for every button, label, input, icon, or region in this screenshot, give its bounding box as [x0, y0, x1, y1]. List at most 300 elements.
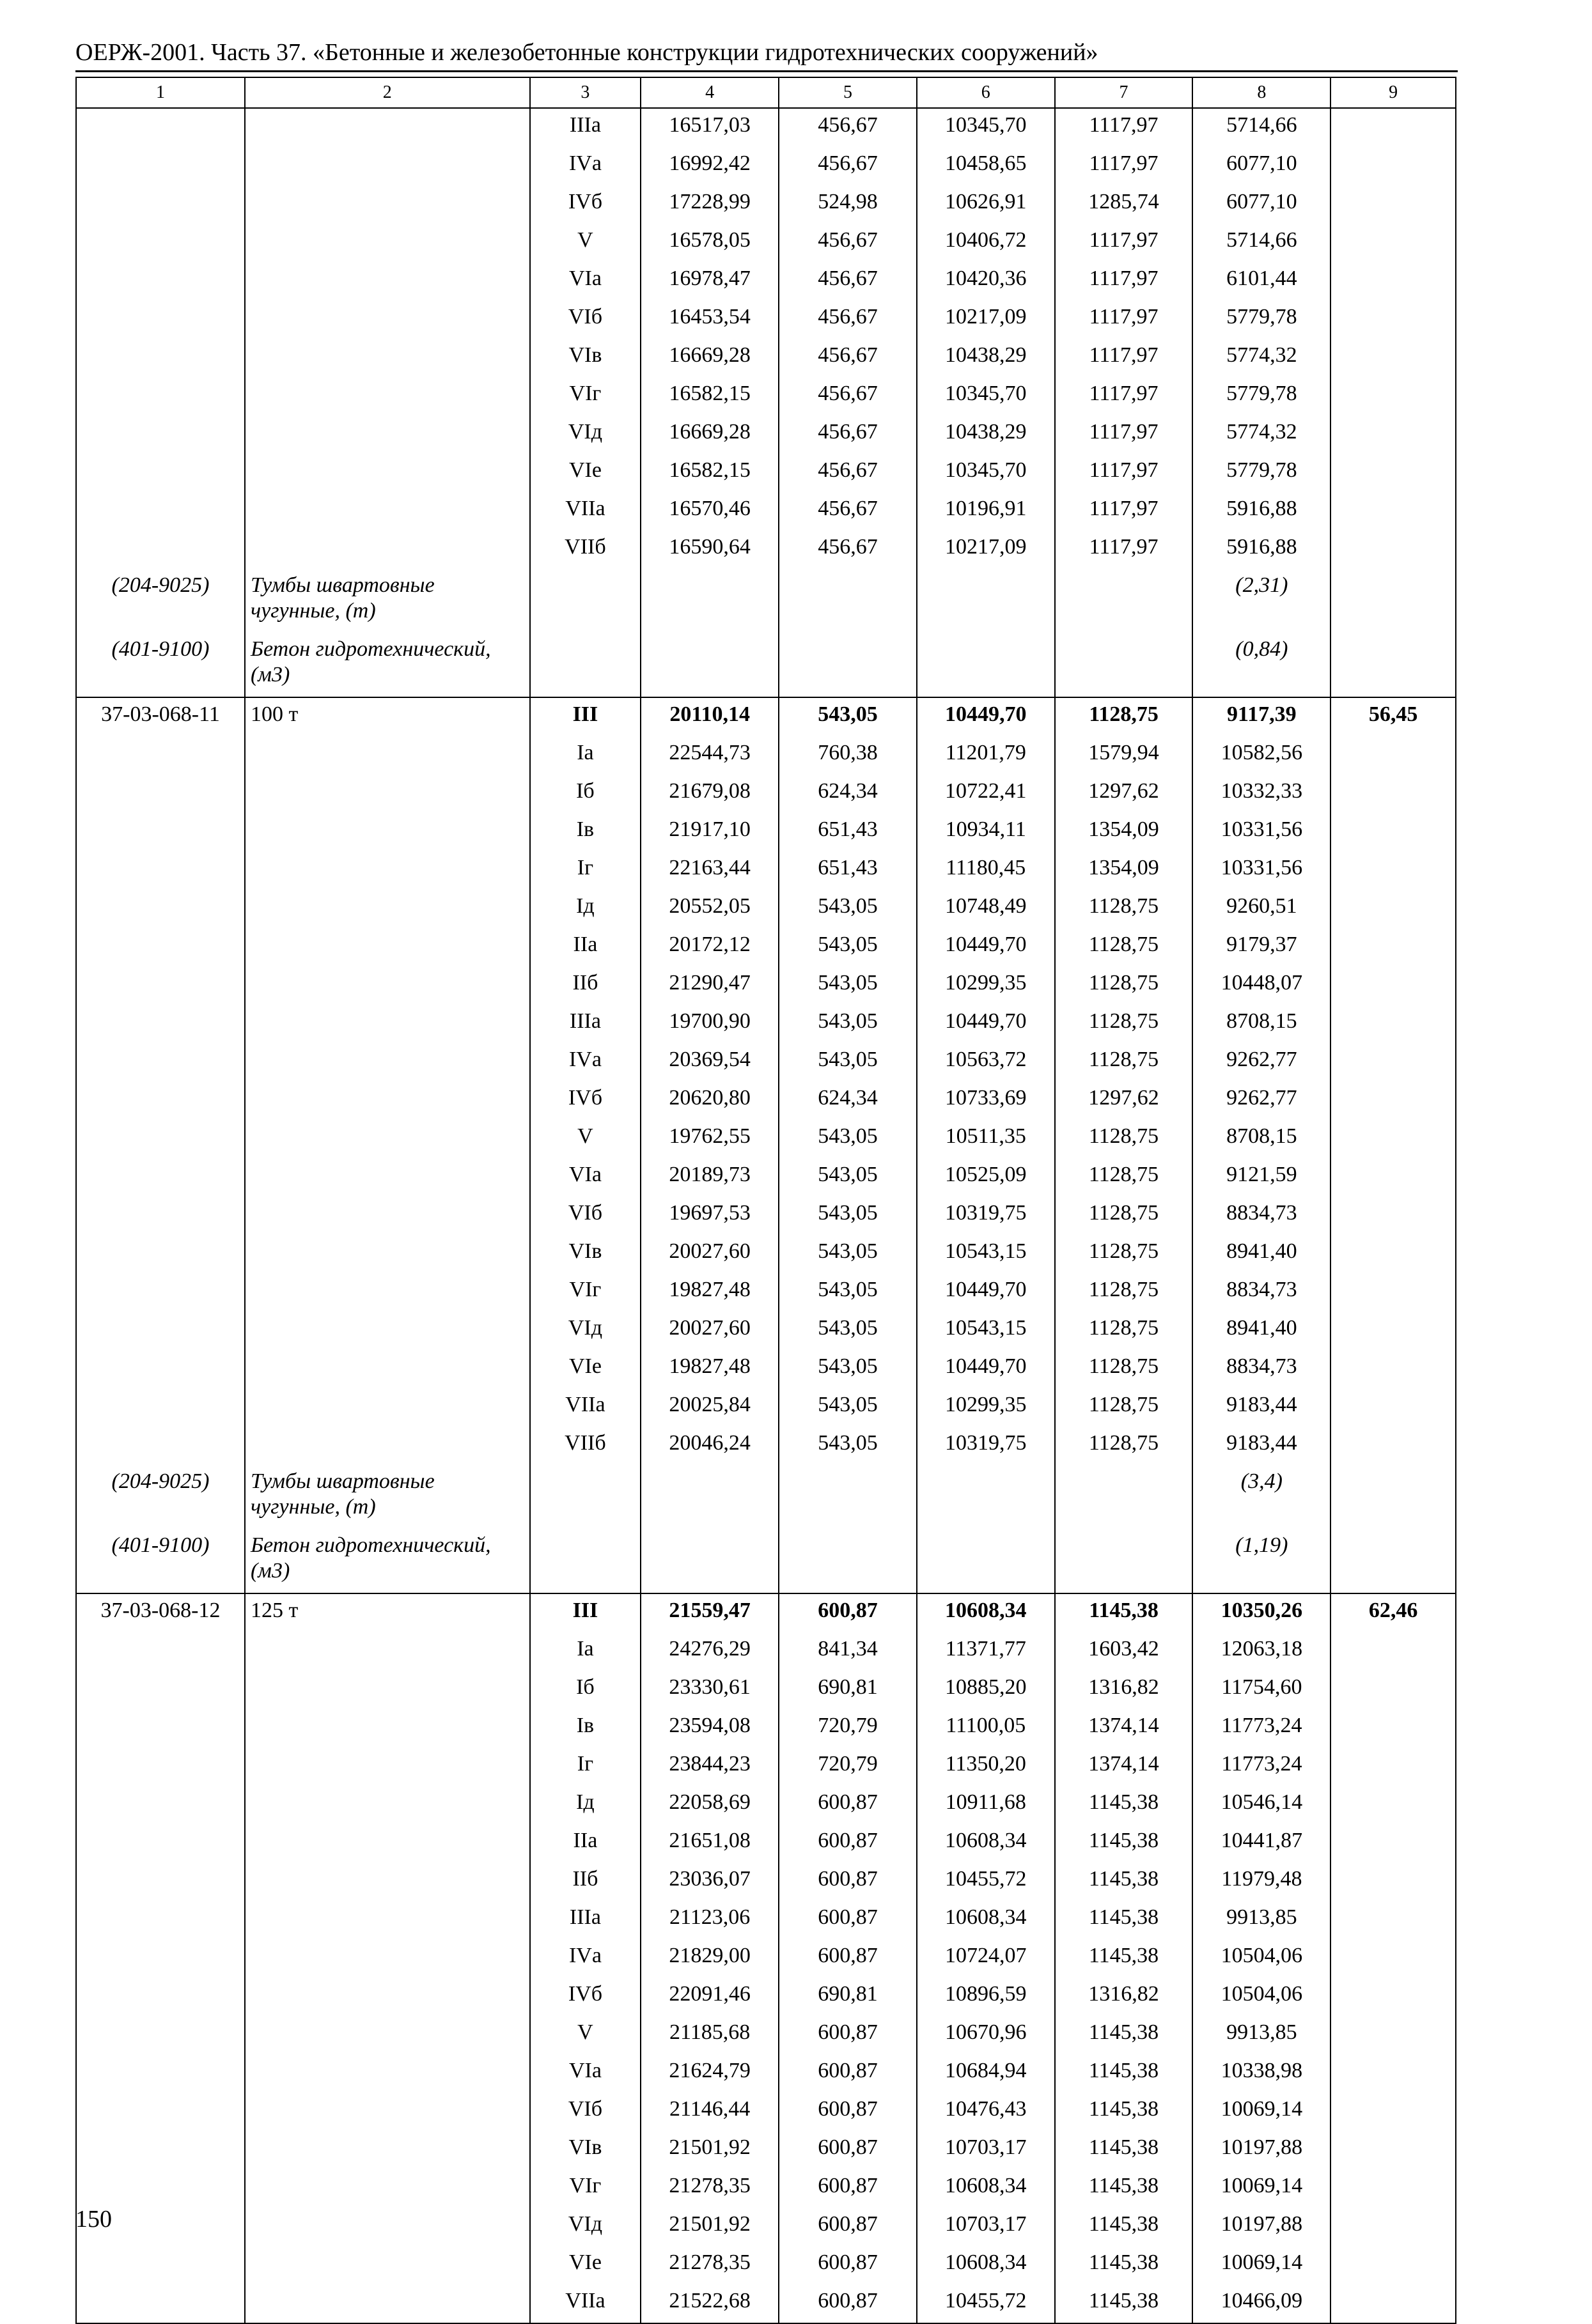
table-cell: 10703,17: [917, 2208, 1055, 2246]
table-cell: 10345,70: [917, 377, 1055, 415]
labor-cell: [1331, 300, 1456, 339]
table-cell: 1117,97: [1055, 531, 1193, 569]
resource-name: Бетон гидротехнический, (м3): [245, 633, 530, 697]
rate-code: [76, 1939, 245, 1978]
table-cell: 21522,68: [641, 2284, 779, 2323]
table-row: [76, 1671, 1456, 1709]
table-cell: 1128,75: [1055, 890, 1193, 928]
rate-code: [76, 2054, 245, 2093]
resource-code: (204-9025): [76, 569, 245, 633]
table-cell: 5779,78: [1192, 300, 1331, 339]
rate-code: [76, 1120, 245, 1158]
table-cell: [779, 633, 917, 697]
table-cell: 543,05: [779, 1350, 917, 1388]
rate-name: [245, 1158, 530, 1197]
rate-code: [76, 2131, 245, 2169]
rate-code: [76, 492, 245, 531]
labor-cell: [1331, 2284, 1456, 2323]
table-cell: 1128,75: [1055, 1197, 1193, 1235]
table-cell: 9262,77: [1192, 1081, 1331, 1120]
table-cell: [1055, 633, 1193, 697]
rate-code: 37-03-068-12: [76, 1593, 245, 1632]
table-cell: 5714,66: [1192, 224, 1331, 262]
table-cell: 21559,47: [641, 1593, 779, 1632]
labor-cell: [1331, 377, 1456, 415]
rate-code: [76, 851, 245, 890]
table-cell: 22058,69: [641, 1786, 779, 1824]
resource-code: (401-9100): [76, 1529, 245, 1593]
table-cell: [641, 1465, 779, 1529]
table-cell: 1128,75: [1055, 1158, 1193, 1197]
table-cell: 10299,35: [917, 1388, 1055, 1427]
table-cell: 624,34: [779, 775, 917, 813]
table-cell: V: [530, 224, 641, 262]
rate-name: [245, 2246, 530, 2284]
table-cell: 543,05: [779, 1427, 917, 1465]
table-cell: IIIа: [530, 108, 641, 147]
table-cell: 10331,56: [1192, 813, 1331, 851]
table-cell: 11100,05: [917, 1709, 1055, 1747]
table-row: [76, 1081, 1456, 1120]
table-cell: 10448,07: [1192, 966, 1331, 1005]
table-cell: 600,87: [779, 1939, 917, 1978]
table-cell: 16582,15: [641, 454, 779, 492]
table-cell: 600,87: [779, 2131, 917, 2169]
column-number: 6: [917, 77, 1055, 108]
labor-cell: [1331, 1824, 1456, 1863]
table-cell: 8834,73: [1192, 1350, 1331, 1388]
table-row: [76, 1273, 1456, 1312]
rate-name: [245, 1120, 530, 1158]
table-cell: 600,87: [779, 2054, 917, 2093]
table-row: [76, 1939, 1456, 1978]
table-cell: 1117,97: [1055, 339, 1193, 377]
table-cell: Iб: [530, 775, 641, 813]
table-cell: VIг: [530, 2169, 641, 2208]
table-cell: 21290,47: [641, 966, 779, 1005]
table-cell: 1297,62: [1055, 775, 1193, 813]
labor-cell: 56,45: [1331, 697, 1456, 736]
table-cell: 543,05: [779, 1388, 917, 1427]
rate-name: [245, 262, 530, 300]
column-number: 4: [641, 77, 779, 108]
table-cell: 1117,97: [1055, 108, 1193, 147]
rate-name: [245, 890, 530, 928]
rate-code: [76, 1978, 245, 2016]
table-cell: 1128,75: [1055, 966, 1193, 1005]
rate-name: [245, 1312, 530, 1350]
column-number: 2: [245, 77, 530, 108]
labor-cell: [1331, 224, 1456, 262]
rate-name: [245, 1632, 530, 1671]
table-cell: 20172,12: [641, 928, 779, 966]
table-cell: V: [530, 1120, 641, 1158]
table-cell: 10896,59: [917, 1978, 1055, 2016]
table-cell: 600,87: [779, 1786, 917, 1824]
table-cell: 543,05: [779, 1235, 917, 1273]
table-cell: 1117,97: [1055, 224, 1193, 262]
resource-qty: (1,19): [1192, 1529, 1331, 1593]
labor-cell: [1331, 1978, 1456, 2016]
table-cell: 1354,09: [1055, 851, 1193, 890]
table-cell: VIд: [530, 1312, 641, 1350]
table-row: [76, 1043, 1456, 1081]
table-cell: 16978,47: [641, 262, 779, 300]
table-cell: 1603,42: [1055, 1632, 1193, 1671]
table-cell: VIб: [530, 2093, 641, 2131]
table-cell: 1145,38: [1055, 2246, 1193, 2284]
labor-cell: [1331, 1158, 1456, 1197]
resource-code: (401-9100): [76, 633, 245, 697]
labor-cell: [1331, 1747, 1456, 1786]
labor-cell: [1331, 2054, 1456, 2093]
table-row: [76, 2131, 1456, 2169]
table-cell: 8941,40: [1192, 1312, 1331, 1350]
table-cell: [1055, 1529, 1193, 1593]
table-cell: 16453,54: [641, 300, 779, 339]
table-cell: 10608,34: [917, 2246, 1055, 2284]
rate-code: [76, 1901, 245, 1939]
table-cell: 10331,56: [1192, 851, 1331, 890]
rate-code: [76, 339, 245, 377]
table-cell: 5779,78: [1192, 454, 1331, 492]
table-cell: IVа: [530, 1939, 641, 1978]
table-row: [76, 813, 1456, 851]
table-cell: 456,67: [779, 454, 917, 492]
rate-name: [245, 2284, 530, 2323]
table-cell: 11371,77: [917, 1632, 1055, 1671]
table-cell: IIб: [530, 1863, 641, 1901]
rate-name: [245, 1043, 530, 1081]
table-cell: VIд: [530, 2208, 641, 2246]
table-row: [76, 1005, 1456, 1043]
table-cell: 23844,23: [641, 1747, 779, 1786]
table-cell: 10934,11: [917, 813, 1055, 851]
labor-cell: [1331, 1120, 1456, 1158]
rate-code: [76, 1824, 245, 1863]
table-cell: 10458,65: [917, 147, 1055, 185]
table-cell: 690,81: [779, 1978, 917, 2016]
table-cell: 1128,75: [1055, 1120, 1193, 1158]
table-row: [76, 1120, 1456, 1158]
table-cell: 1145,38: [1055, 2054, 1193, 2093]
table-cell: 9913,85: [1192, 1901, 1331, 1939]
table-cell: VIв: [530, 2131, 641, 2169]
rate-code: [76, 1081, 245, 1120]
labor-cell: [1331, 1671, 1456, 1709]
table-row: [76, 415, 1456, 454]
labor-cell: [1331, 1529, 1456, 1593]
table-cell: VIг: [530, 1273, 641, 1312]
table-cell: 1579,94: [1055, 736, 1193, 775]
labor-cell: [1331, 2246, 1456, 2284]
table-cell: 1117,97: [1055, 300, 1193, 339]
table-cell: 10069,14: [1192, 2246, 1331, 2284]
table-row: [76, 185, 1456, 224]
table-cell: 10748,49: [917, 890, 1055, 928]
rate-code: [76, 1786, 245, 1824]
rate-name: [245, 2131, 530, 2169]
table-cell: 543,05: [779, 1158, 917, 1197]
table-cell: 11754,60: [1192, 1671, 1331, 1709]
labor-cell: [1331, 1312, 1456, 1350]
table-cell: 21501,92: [641, 2208, 779, 2246]
rate-code: [76, 147, 245, 185]
table-cell: VIд: [530, 415, 641, 454]
table-cell: 16992,42: [641, 147, 779, 185]
labor-cell: [1331, 1427, 1456, 1465]
labor-cell: [1331, 775, 1456, 813]
table-cell: IIа: [530, 928, 641, 966]
table-row: [76, 2054, 1456, 2093]
rate-name: [245, 1427, 530, 1465]
table-cell: Iд: [530, 890, 641, 928]
table-cell: 11350,20: [917, 1747, 1055, 1786]
rate-code: [76, 890, 245, 928]
table-cell: VIв: [530, 339, 641, 377]
labor-cell: [1331, 2169, 1456, 2208]
labor-cell: [1331, 339, 1456, 377]
labor-cell: [1331, 851, 1456, 890]
table-cell: 651,43: [779, 851, 917, 890]
labor-cell: [1331, 633, 1456, 697]
column-number: 1: [76, 77, 245, 108]
table-cell: 9262,77: [1192, 1043, 1331, 1081]
table-cell: 543,05: [779, 890, 917, 928]
rate-name: [245, 1671, 530, 1709]
table-row: [76, 531, 1456, 569]
table-cell: 1354,09: [1055, 813, 1193, 851]
labor-cell: 62,46: [1331, 1593, 1456, 1632]
table-cell: 624,34: [779, 1081, 917, 1120]
table-cell: 20369,54: [641, 1043, 779, 1081]
table-cell: 1128,75: [1055, 1312, 1193, 1350]
table-cell: 21829,00: [641, 1939, 779, 1978]
table-cell: IIб: [530, 966, 641, 1005]
table-cell: 20110,14: [641, 697, 779, 736]
table-cell: 21501,92: [641, 2131, 779, 2169]
price-table: [75, 77, 1456, 2324]
rate-name: [245, 775, 530, 813]
table-cell: VIа: [530, 2054, 641, 2093]
labor-cell: [1331, 1197, 1456, 1235]
table-row: [76, 108, 1456, 147]
table-cell: 5916,88: [1192, 492, 1331, 531]
table-cell: 8941,40: [1192, 1235, 1331, 1273]
table-row: [76, 1197, 1456, 1235]
table-cell: [530, 633, 641, 697]
table-cell: 16590,64: [641, 531, 779, 569]
table-cell: [530, 1465, 641, 1529]
labor-cell: [1331, 2016, 1456, 2054]
table-cell: 10724,07: [917, 1939, 1055, 1978]
table-row: [76, 1388, 1456, 1427]
table-cell: 20046,24: [641, 1427, 779, 1465]
table-cell: 10217,09: [917, 531, 1055, 569]
table-cell: 600,87: [779, 1863, 917, 1901]
table-row: [76, 2246, 1456, 2284]
labor-cell: [1331, 1465, 1456, 1529]
table-row: [76, 928, 1456, 966]
table-cell: IVа: [530, 1043, 641, 1081]
table-row: [76, 2284, 1456, 2323]
table-cell: 20027,60: [641, 1235, 779, 1273]
table-cell: III: [530, 1593, 641, 1632]
rate-code: [76, 1709, 245, 1747]
table-cell: 10217,09: [917, 300, 1055, 339]
table-row: [76, 2093, 1456, 2131]
table-cell: [917, 1465, 1055, 1529]
rate-code: [76, 1043, 245, 1081]
table-cell: 10069,14: [1192, 2169, 1331, 2208]
table-cell: 1145,38: [1055, 1593, 1193, 1632]
table-cell: 1128,75: [1055, 1388, 1193, 1427]
table-cell: [530, 1529, 641, 1593]
resource-code: (204-9025): [76, 1465, 245, 1529]
labor-cell: [1331, 492, 1456, 531]
rate-name: [245, 1863, 530, 1901]
table-cell: VIа: [530, 1158, 641, 1197]
table-cell: VIг: [530, 377, 641, 415]
table-cell: 600,87: [779, 2246, 917, 2284]
table-cell: 1374,14: [1055, 1747, 1193, 1786]
table-cell: Iв: [530, 1709, 641, 1747]
table-row: [76, 851, 1456, 890]
rate-code: [76, 2016, 245, 2054]
table-row: [76, 966, 1456, 1005]
table-cell: 17228,99: [641, 185, 779, 224]
table-row: [76, 1235, 1456, 1273]
table-cell: 10911,68: [917, 1786, 1055, 1824]
labor-cell: [1331, 569, 1456, 633]
table-cell: 10069,14: [1192, 2093, 1331, 2131]
labor-cell: [1331, 1350, 1456, 1388]
table-cell: 10438,29: [917, 415, 1055, 454]
table-cell: 456,67: [779, 377, 917, 415]
table-cell: 16582,15: [641, 377, 779, 415]
resource-name: Тумбы швартовные чугунные, (т): [245, 569, 530, 633]
table-cell: VIа: [530, 262, 641, 300]
table-cell: 11201,79: [917, 736, 1055, 775]
table-cell: VIв: [530, 1235, 641, 1273]
labor-cell: [1331, 2131, 1456, 2169]
rate-code: [76, 813, 245, 851]
table-cell: 19762,55: [641, 1120, 779, 1158]
table-cell: 10196,91: [917, 492, 1055, 531]
table-cell: 23594,08: [641, 1709, 779, 1747]
rate-code: [76, 1427, 245, 1465]
table-cell: [779, 1465, 917, 1529]
table-cell: 10455,72: [917, 2284, 1055, 2323]
labor-cell: [1331, 147, 1456, 185]
table-cell: 543,05: [779, 966, 917, 1005]
table-cell: 21185,68: [641, 2016, 779, 2054]
resource-row: [76, 1529, 1456, 1593]
rate-name: [245, 531, 530, 569]
table-cell: VIе: [530, 454, 641, 492]
labor-cell: [1331, 1709, 1456, 1747]
table-cell: 16669,28: [641, 339, 779, 377]
rate-code: [76, 2284, 245, 2323]
resource-row: [76, 633, 1456, 697]
rate-code: [76, 928, 245, 966]
table-cell: 543,05: [779, 1273, 917, 1312]
table-cell: 10350,26: [1192, 1593, 1331, 1632]
rate-name: [245, 454, 530, 492]
table-cell: Iд: [530, 1786, 641, 1824]
table-cell: 10608,34: [917, 1824, 1055, 1863]
table-cell: 1128,75: [1055, 1350, 1193, 1388]
rate-name: [245, 224, 530, 262]
table-row: [76, 1786, 1456, 1824]
table-cell: 1128,75: [1055, 1043, 1193, 1081]
table-cell: 1128,75: [1055, 1273, 1193, 1312]
table-cell: Iв: [530, 813, 641, 851]
labor-cell: [1331, 1632, 1456, 1671]
labor-cell: [1331, 1939, 1456, 1978]
table-cell: 20189,73: [641, 1158, 779, 1197]
table-cell: 9183,44: [1192, 1427, 1331, 1465]
rate-code: [76, 1273, 245, 1312]
table-cell: 1117,97: [1055, 492, 1193, 531]
labor-cell: [1331, 966, 1456, 1005]
table-cell: VIIб: [530, 531, 641, 569]
table-cell: [779, 1529, 917, 1593]
table-cell: 1145,38: [1055, 2093, 1193, 2131]
table-cell: 9117,39: [1192, 697, 1331, 736]
table-cell: 10563,72: [917, 1043, 1055, 1081]
table-cell: 5779,78: [1192, 377, 1331, 415]
table-row: [76, 377, 1456, 415]
rate-name: [245, 108, 530, 147]
table-cell: 21624,79: [641, 2054, 779, 2093]
table-row: [76, 1632, 1456, 1671]
labor-cell: [1331, 1786, 1456, 1824]
rate-code: [76, 2093, 245, 2131]
table-cell: 543,05: [779, 697, 917, 736]
rate-code: [76, 1747, 245, 1786]
table-cell: 10197,88: [1192, 2208, 1331, 2246]
table-row: [76, 1709, 1456, 1747]
rate-name: [245, 928, 530, 966]
labor-cell: [1331, 262, 1456, 300]
table-cell: [530, 569, 641, 633]
labor-cell: [1331, 1081, 1456, 1120]
rate-name: [245, 377, 530, 415]
resource-qty: (2,31): [1192, 569, 1331, 633]
rate-code: [76, 1632, 245, 1671]
table-cell: 23330,61: [641, 1671, 779, 1709]
table-row: [76, 1978, 1456, 2016]
rate-name: [245, 147, 530, 185]
table-cell: 20027,60: [641, 1312, 779, 1350]
table-cell: 1145,38: [1055, 1939, 1193, 1978]
table-cell: IIIа: [530, 1901, 641, 1939]
resource-name: Тумбы швартовные чугунные, (т): [245, 1465, 530, 1529]
table-cell: 9913,85: [1192, 2016, 1331, 2054]
table-cell: 1285,74: [1055, 185, 1193, 224]
table-cell: 1128,75: [1055, 1235, 1193, 1273]
table-cell: VIIа: [530, 1388, 641, 1427]
table-cell: 1145,38: [1055, 1824, 1193, 1863]
rate-name: [245, 300, 530, 339]
table-row: [76, 454, 1456, 492]
rate-name: [245, 1197, 530, 1235]
table-cell: 1297,62: [1055, 1081, 1193, 1120]
labor-cell: [1331, 2093, 1456, 2131]
header-rule: [75, 70, 1458, 72]
table-cell: 600,87: [779, 1901, 917, 1939]
